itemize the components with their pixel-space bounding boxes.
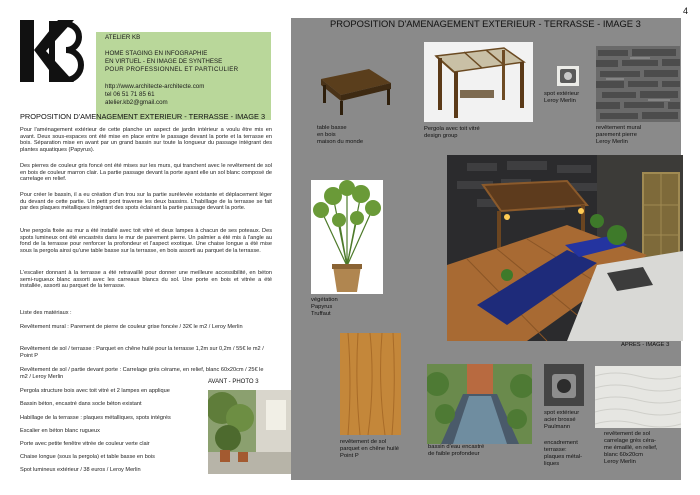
phone-number: tel 06 51 71 85 61 — [105, 91, 155, 98]
tagline-2: EN VIRTUEL - EN IMAGE DE SYNTHESE — [105, 58, 223, 65]
left-section-title: PROPOSITION D'AMENAGEMENT EXTERIEUR - TERRASSE - IMAGE 3 — [20, 112, 266, 121]
right-section-title: PROPOSITION D'AMENAGEMENT EXTERIEUR - TERRASSE - IMAGE 3 — [330, 18, 641, 29]
table-label: table basse en bois maison du monde — [317, 125, 364, 145]
material-item: Escalier en béton blanc rugueux — [20, 428, 100, 434]
material-item: Chaise longue (sous la pergola) et table basse en bois — [20, 454, 155, 460]
wall-stone-texture — [596, 46, 680, 122]
parquet-texture — [340, 333, 401, 435]
description-paragraph: Pour créer le bassin, il a eu création d'un trou sur la partie surélevée existante et déplacement léger du devant de cette partie. Un petit pont traverse les deux bassins. L'habillage de la terrasse se fait par des plaques métalliques intégrant des spots éclairant la partie passage devant la porte. — [20, 192, 272, 212]
avant-photo — [208, 390, 293, 474]
description-paragraph: Des pierres de couleur gris foncé ont été mises sur les murs, qui tranchent avec le revêtement de sol en bois de couleur marron clair. La partie passage devant la porte ayant elle un sol blanc composé de carrelage en relief. — [20, 163, 272, 183]
material-item: Revêtement de sol / partie devant porte : Carrelage grès cérame, en relief, blanc 60x20cm / 25€ le m2 / Leroy Merlin — [20, 367, 264, 380]
parquet-label: revêtement de sol parquet en chêne huilé Point P — [340, 439, 399, 459]
spot-top-image — [557, 66, 579, 86]
material-item: Revêtement mural : Parement de pierre de couleur grise foncée / 32€ le m2 / Leroy Merlin — [20, 324, 243, 330]
description-paragraph: Pour l'aménagement extérieur de cette planche un aspect de jardin intérieur a voulu être mis en avant. Deux sous-espaces ont été mise en place entre le passage devant la porte et la terrasse en bois. Séparation mise en avant par un grand bassin sur toute la longueur du passage intégrant des plantes aquatiques (Papyrus). — [20, 127, 272, 153]
avant-photo-label: AVANT - PHOTO 3 — [208, 379, 259, 385]
apres-render-image — [447, 155, 683, 341]
material-item: Pergola structure bois avec toit vitré et 2 lampes en applique — [20, 388, 170, 394]
description-paragraph: L'escalier donnant à la terrasse a été retravaillé pour donner une meilleure accessibilité, en béton semi-rugueux blanc assorti avec les carreaux blancs du sol. Une porte en bois et vitrée a été installée, assorti au parquet de la terrasse. — [20, 270, 272, 290]
material-item: Porte avec petite fenêtre vitrée de couleur verte clair — [20, 441, 150, 447]
tagline-1: HOME STAGING EN INFOGRAPHIE — [105, 50, 208, 57]
kb-logo — [18, 20, 88, 82]
bassin-label: bassin d'eau encastré de faible profondeur — [428, 444, 485, 457]
bassin-photo — [427, 364, 532, 444]
material-item: Revêtement de sol / terrasse : Parquet en chêne huilé pour la terrasse 1,2m sur 0,2m / 55€ le m2 / Point P — [20, 346, 264, 359]
materials-title: Liste des matériaux : — [20, 310, 72, 316]
wall-label: revêtement mural parement pierre Leroy Merlin — [596, 125, 642, 145]
material-item: Habillage de la terrasse : plaques métalliques, spots intégrés — [20, 415, 171, 421]
pergola-image — [424, 42, 533, 122]
page-number: 4 — [683, 6, 689, 16]
material-item: Bassin béton, encastré dans socle béton existant — [20, 401, 142, 407]
material-item: Spot lumineux extérieur / 38 euros / Leroy Merlin — [20, 467, 141, 473]
spot-bottom-label: spot extérieur acier brossé Paulmann — [544, 410, 580, 430]
website-link[interactable]: http://www.architecte-architecte.com — [105, 83, 205, 90]
spot-bottom-image — [544, 364, 584, 406]
apres-label: APRES - IMAGE 3 — [621, 342, 670, 348]
carrelage-texture — [595, 366, 681, 428]
email-link[interactable]: atelier.kb2@gmail.com — [105, 99, 168, 106]
encadrement-label: encadrement terrasse: plaques métal- liques — [544, 440, 583, 467]
company-name: ATELIER KB — [105, 34, 141, 41]
carrelage-label: revêtement de sol carrelage grès céra- me émaillé, en relief, blanc 60x20cm Leroy Merlin — [604, 431, 658, 465]
tagline-3: POUR PROFESSIONNEL ET PARTICULIER — [105, 66, 239, 73]
table-basse-image — [315, 57, 395, 117]
description-paragraph: Une pergola fixée au mur a été installé avec toit vitré et deux lampes à chacun de ses poteaux. Des spots lumineux ont été encastrés dans le mur de parement pierre. Un palmier a été mis à l'angle au fond de la terrasse pour renforcer la profondeur et l'aspect exotique. Une chaise longue a été mise sous la pergola ainsi qu'une table basse sur la terrasse, en bois assorti au parquet de la terrasse. — [20, 228, 272, 254]
spot-top-label: spot extérieur Leroy Merlin — [544, 91, 580, 104]
plant-label: végétation Papyrus Truffaut — [311, 297, 338, 317]
header-info-box — [96, 32, 271, 120]
pergola-label: Pergola avec toit vitré design group — [424, 126, 480, 139]
papyrus-plant-image — [311, 180, 383, 294]
